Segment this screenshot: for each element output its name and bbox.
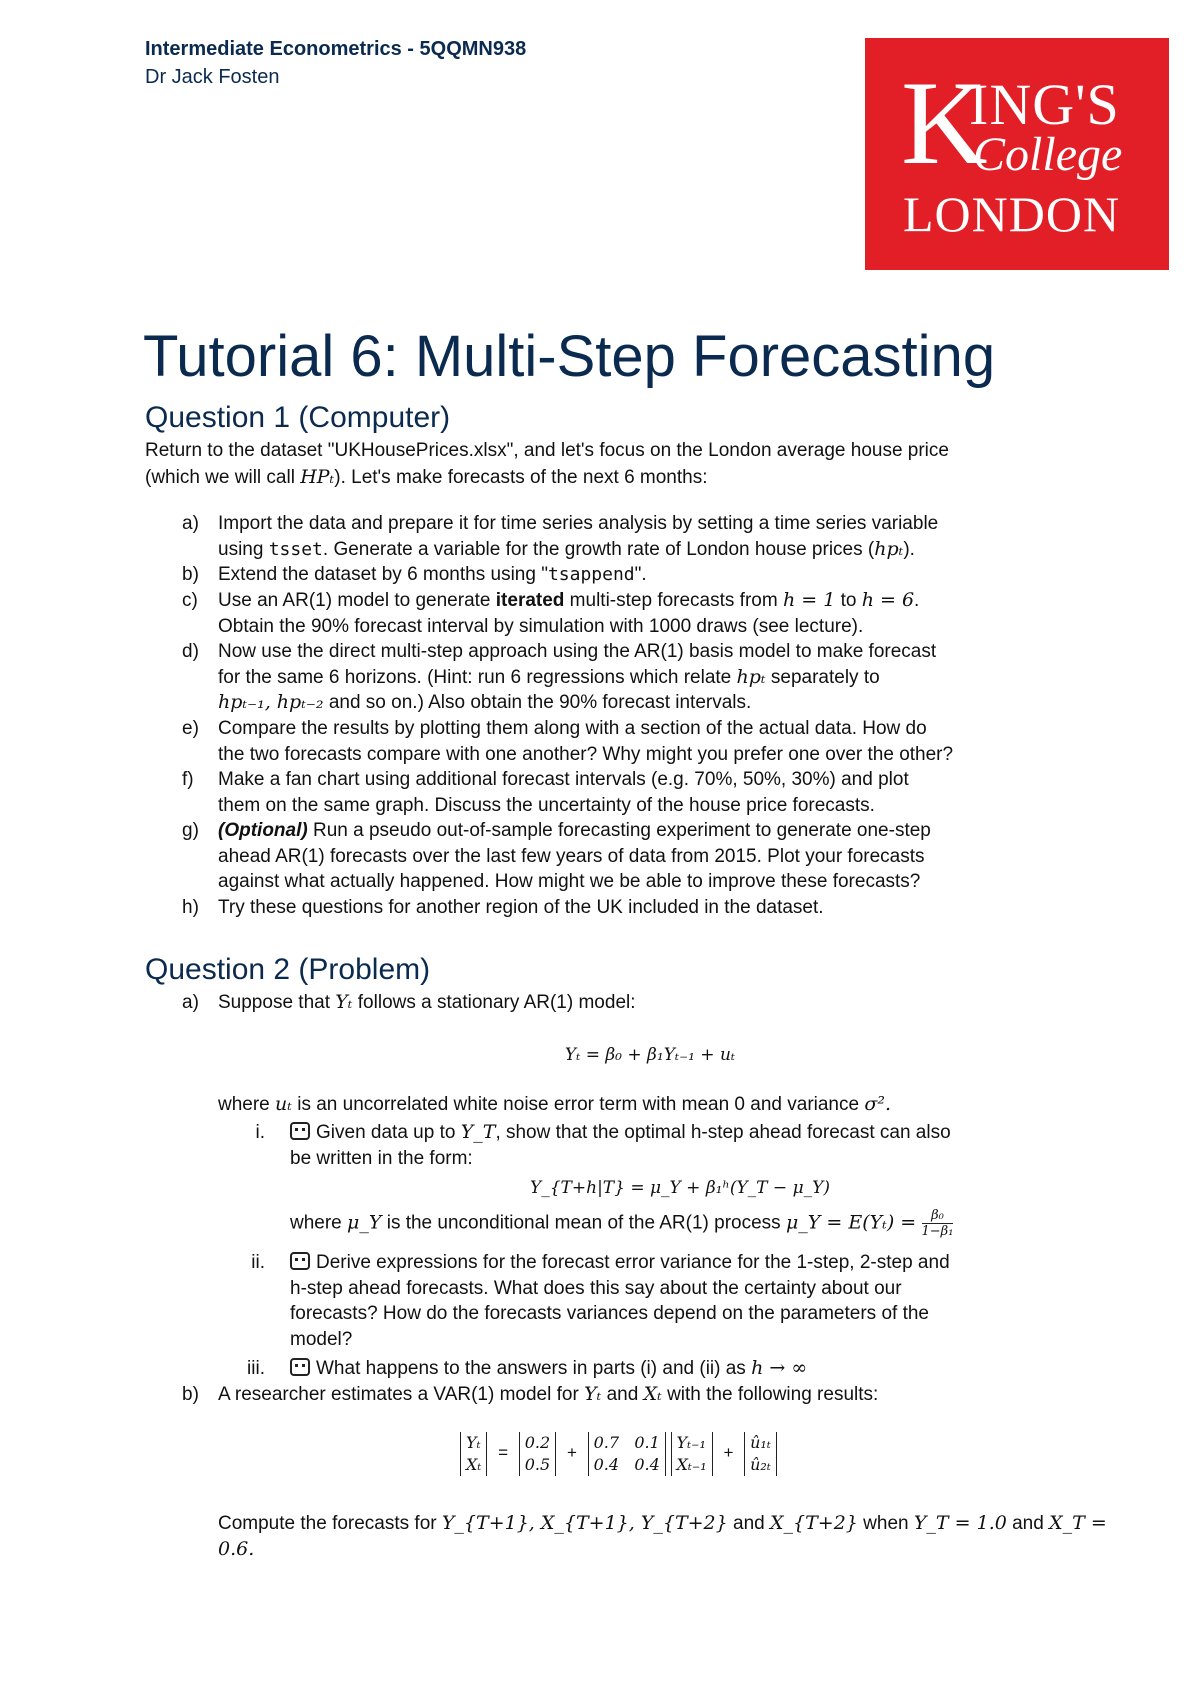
ar1-equation: Yₜ = β₀ + β₁Yₜ₋₁ + uₜ (564, 1045, 736, 1065)
q2-b-compute: Compute the forecasts for Y_{T+1}, X_{T+1}, Y_{T+2} and X_{T+2} when Y_T = 1.0 and X_T = 0.6. (218, 1512, 1107, 1560)
robot-icon (290, 1358, 310, 1376)
mean-fraction: $\frac{\text{β₀}}{\text{1−β₁}}$ (921, 1208, 954, 1239)
course-title: Intermediate Econometrics - 5QQMN938 (145, 38, 527, 60)
logo-k: K (901, 56, 988, 189)
logo-ings: ING'S (969, 72, 1120, 137)
logo-london: LONDON (903, 186, 1121, 242)
author-name: Dr Jack Fosten (145, 66, 280, 88)
var-constant: 0.2 0.5 (519, 1432, 556, 1476)
logo-college: College (973, 128, 1123, 181)
forecast-equation: Y_{T+h|T} = μ_Y + β₁ʰ(Y_T − μ_Y) (530, 1178, 830, 1198)
question-1-heading: Question 1 (Computer) (145, 401, 451, 434)
var-lags: Yₜ₋₁ Xₜ₋₁ (671, 1432, 713, 1476)
var-equation: Yₜ Xₜ = 0.2 0.5 + 0.7 0.1 0.4 0.4 Yₜ₋₁ Xₜ₋₁ + û₁ₜ û₂ₜ (460, 1432, 777, 1476)
robot-icon (290, 1122, 310, 1140)
var-errors: û₁ₜ û₂ₜ (744, 1432, 777, 1476)
q2-a-where: where uₜ is an uncorrelated white noise error term with mean 0 and variance σ². (218, 1093, 891, 1115)
kings-college-logo (865, 38, 1169, 270)
question-2-heading: Question 2 (Problem) (145, 953, 431, 986)
q1-intro-line-1: Return to the dataset "UKHousePrices.xlsx", and let's focus on the London average house price (145, 440, 949, 461)
page-title: Tutorial 6: Multi-Step Forecasting (143, 324, 996, 389)
q1-intro-line-2: (which we will call HPₜ). Let's make forecasts of the next 6 months: (145, 466, 708, 488)
var-coefficients: 0.7 0.1 0.4 0.4 (588, 1432, 666, 1476)
var-lhs: Yₜ Xₜ (460, 1432, 487, 1476)
robot-icon (290, 1252, 310, 1270)
q2-i-where: where μ_Y is the unconditional mean of the AR(1) process μ_Y = E(Yₜ) = $\frac{\text{β₀}}{\text{1−β₁}}$ (290, 1208, 954, 1239)
